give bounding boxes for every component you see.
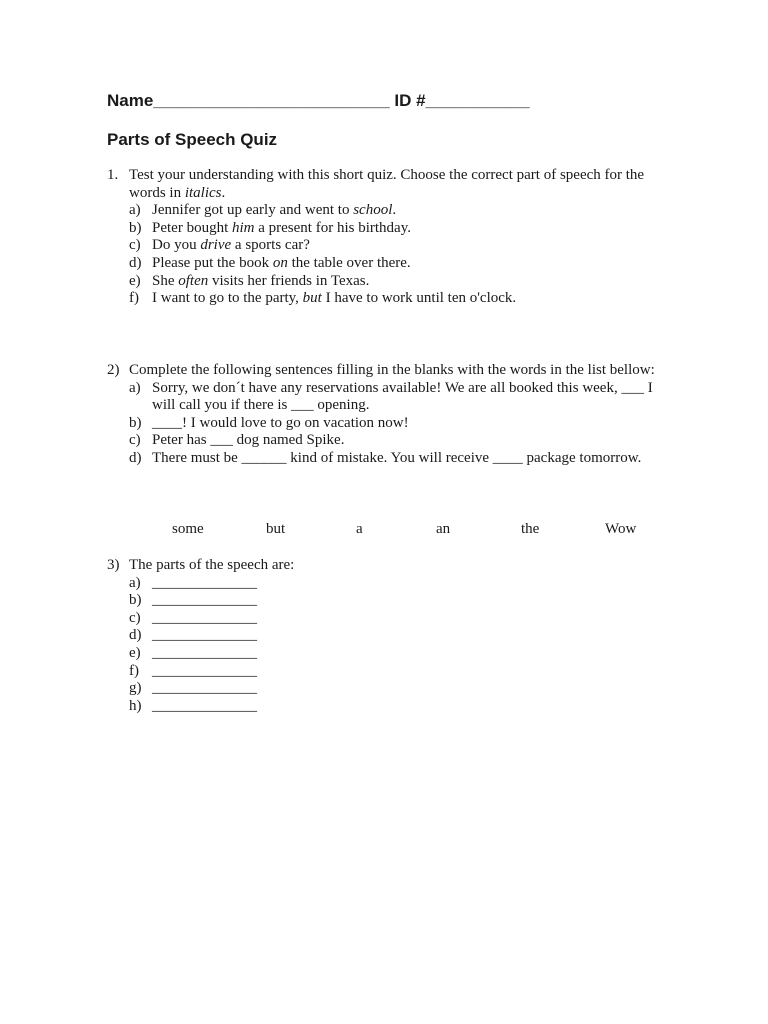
list-item: e) She often visits her friends in Texas. bbox=[129, 272, 370, 289]
question-2-number: 2) bbox=[107, 362, 120, 378]
question-2-items bbox=[107, 380, 667, 468]
word-bank-item: an bbox=[436, 521, 451, 537]
list-item: d) Please put the book on the table over there. bbox=[129, 254, 411, 271]
list-item: c) ______________ bbox=[107, 610, 667, 628]
question-2 bbox=[107, 362, 667, 468]
list-item: e) ______________ bbox=[107, 645, 667, 663]
answer-blank: ______________ bbox=[152, 680, 257, 697]
question-1 bbox=[107, 167, 667, 308]
answer-blank: ______________ bbox=[152, 627, 257, 644]
answer-blank: ______________ bbox=[152, 574, 257, 591]
question-1-number: 1. bbox=[107, 167, 119, 183]
answer-blank: ______________ bbox=[152, 697, 257, 714]
answer-blank: ______________ bbox=[152, 592, 257, 609]
question-1-prompt: Test your understanding with this short quiz. Choose the correct part of speech for the words in italics. bbox=[129, 167, 645, 201]
question-2-prompt: Complete the following sentences filling in the blanks with the words in the list bellow: bbox=[129, 362, 655, 378]
question-3-number: 3) bbox=[107, 557, 120, 573]
list-item: f) ______________ bbox=[107, 663, 667, 681]
question-1-prompt-italic: italics bbox=[184, 184, 222, 201]
list-item: a) Jennifer got up early and went to school. bbox=[129, 202, 397, 219]
list-item: d) ______________ bbox=[107, 627, 667, 645]
word-bank-item: but bbox=[266, 521, 286, 537]
list-item: h) ______________ bbox=[107, 698, 667, 716]
word-bank-item: a bbox=[356, 521, 363, 537]
list-item: f) I want to go to the party, but I have to work until ten o'clock. bbox=[129, 290, 517, 307]
list-item: a) Sorry, we don´t have any reservations available! We are all booked this week, ___ I will call you if there is ___ opening. bbox=[129, 379, 653, 414]
question-3-items bbox=[107, 575, 667, 716]
list-item: b) Peter bought him a present for his birthday. bbox=[129, 219, 411, 236]
word-bank-item: the bbox=[521, 521, 540, 537]
answer-blank: ______________ bbox=[152, 644, 257, 661]
answer-blank: ______________ bbox=[152, 609, 257, 626]
name-id-line: Name_________________________ ID #___________ bbox=[107, 91, 530, 110]
word-bank bbox=[0, 521, 768, 541]
question-1-items bbox=[107, 202, 667, 308]
list-item: c) Do you drive a sports car? bbox=[129, 237, 310, 254]
list-item: g) ______________ bbox=[107, 680, 667, 698]
question-3 bbox=[107, 557, 667, 715]
word-bank-item: some bbox=[172, 521, 204, 537]
list-item: b) ____! I would love to go on vacation now! bbox=[129, 414, 409, 431]
list-item: b) ______________ bbox=[107, 592, 667, 610]
list-item: c) Peter has ___ dog named Spike. bbox=[129, 432, 345, 449]
list-item: a) ______________ bbox=[107, 575, 667, 593]
answer-blank: ______________ bbox=[152, 662, 257, 679]
list-item: d) There must be ______ kind of mistake. You will receive ____ package tomorrow. bbox=[129, 449, 642, 466]
question-3-prompt: The parts of the speech are: bbox=[129, 557, 295, 573]
page-title: Parts of Speech Quiz bbox=[107, 130, 278, 149]
word-bank-item: Wow bbox=[605, 521, 637, 537]
